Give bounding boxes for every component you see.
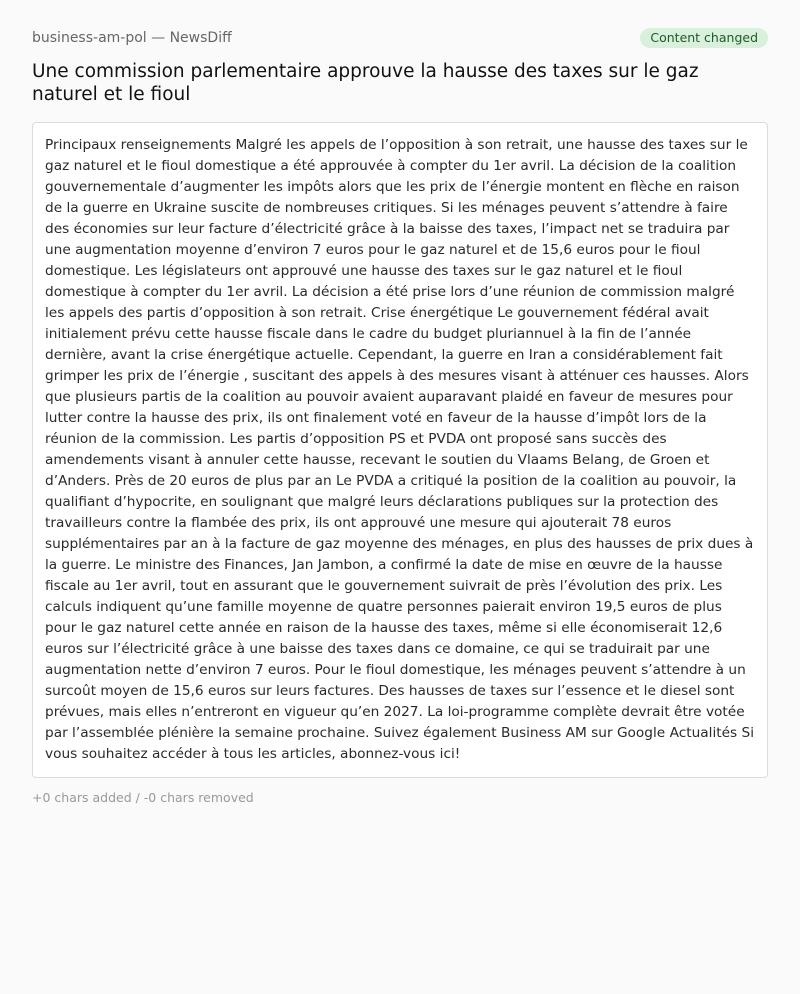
diff-stats: +0 chars added / -0 chars removed — [32, 790, 254, 805]
article-body: Principaux renseignements Malgré les appels de l’opposition à son retrait, une hausse des taxes sur le gaz naturel et le fioul domestique a été approuvée à compter du 1er avril. La décision de la coalition gouvernementale d’augmenter les impôts alors que les prix de l’énergie montent en flèche en raison de la guerre en Ukraine suscite de nombreuses critiques. Si les ménages peuvent s’attendre à faire des économies sur leur facture d’électricité grâce à la baisse des taxes, l’impact net se traduira par une augmentation moyenne d’environ 7 euros pour le gaz naturel et de 15,6 euros pour le fioul domestique. Les législateurs ont approuvé une hausse des taxes sur le gaz naturel et le fioul domestique à compter du 1er avril. La décision a été prise lors d’une réunion de commission malgré les appels des partis d’opposition à son retrait. Crise énergétique Le gouvernement fédéral avait initialement prévu cette hausse fiscale dans le cadre du budget pluriannuel à la fin de l’année dernière, avant la crise énergétique actuelle. Cependant, la guerre en Iran a considérablement fait grimper les prix de l’énergie , suscitant des appels à des mesures visant à atténuer ces hausses. Alors que plusieurs partis de la coalition au pouvoir avaient auparavant plaidé en faveur de mesures pour lutter contre la hausse des prix, ils ont finalement voté en faveur de la hausse d’impôt lors de la réunion de la commission. Les partis d’opposition PS et PVDA ont proposé sans succès des amendements visant à annuler cette hausse, recevant le soutien du Vlaams Belang, de Groen et d’Anders. Près de 20 euros de plus par an Le PVDA a critiqué la position de la coalition au pouvoir, la qualifiant d’hypocrite, en soulignant que malgré leurs déclarations publiques sur la protection des travailleurs contre la flambée des prix, ils ont approuvé une mesure qui ajouterait 78 euros supplémentaires par an à la facture de gaz moyenne des ménages, en plus des hausses de prix dues à la guerre. Le ministre des Finances, Jan Jambon, a confirmé la date de mise en œuvre de la hausse fiscale au 1er avril, tout en assurant que le gouvernement suivrait de près l’évolution des prix. Les calculs indiquent qu’une famille moyenne de quatre personnes paierait environ 19,5 euros de plus pour le gaz naturel cette année en raison de la hausse des taxes, même si elle économiserait 12,6 euros sur l’électricité grâce à une baisse des taxes dans ce domaine, ce qui se traduirait par une augmentation nette d’environ 7 euros. Pour le fioul domestique, les ménages peuvent s’attendre à un surcoût moyen de 15,6 euros sur leurs factures. Des hausses de taxes sur l’essence et le diesel sont prévues, mais elles n’entreront en vigueur qu’en 2027. La loi-programme complète devrait être votée par l’assemblée plénière la semaine prochaine. Suivez également Business AM sur Google Actualités Si vous souhaitez accéder à tous les articles, abonnez-vous ici! — [45, 137, 755, 762]
page-title: Une commission parlementaire approuve la hausse des taxes sur le gaz naturel et le fioul — [32, 61, 699, 105]
source-label: business-am-pol — NewsDiff — [32, 30, 232, 46]
article-card — [32, 122, 768, 778]
status-badge: Content changed — [640, 28, 768, 48]
header — [32, 28, 768, 48]
